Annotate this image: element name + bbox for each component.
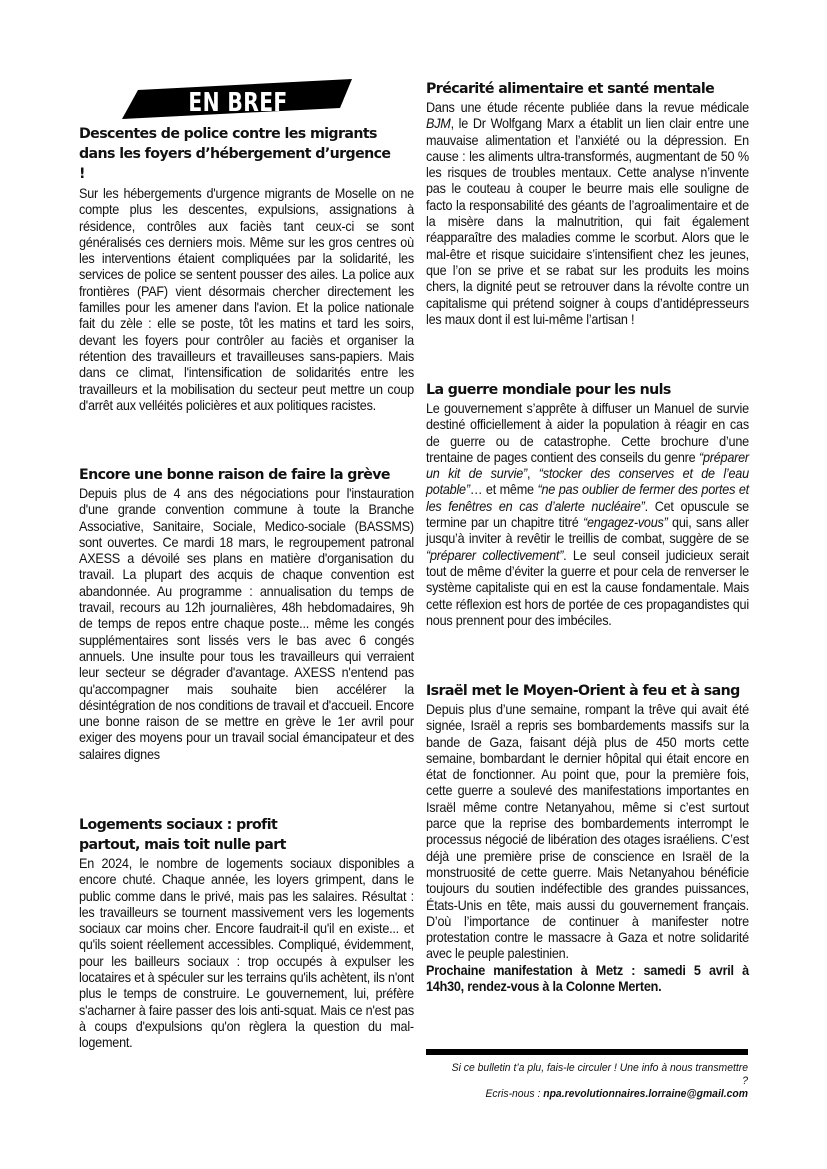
article-body: Sur les hébergements d'urgence migrants de Moselle on ne compte plus les descentes, expulsions, assignations à résidence, contrôles aux faciès tant ceux-ci se sont généralisés ces derniers mois. Même sur les gros centres où les interventions étaient compliquées par la solidarité, les services de police se sentent pousser des ailes. La police aux frontières (PAF) vient désormais chercher directement les familles pour les amener dans l'avion. Et la police nationale fait du zèle : elle se poste, tôt les matins et tard les soirs, devant les foyers pour contrôler au faciès et organiser la rétention des travailleurs et travailleuses sans-papiers. Mais dans ce climat, l'intensification de solidarités entre les travailleurs et la mobilisation du secteur peut mettre un coup d'arrêt aux velléités policières et aux politiques racistes.: [79, 186, 414, 413]
article-title: Israël met le Moyen-Orient à feu et à sang: [426, 683, 740, 699]
body-text: ,: [526, 466, 539, 482]
article-body: [426, 702, 749, 995]
emphasis-text: “engagez-vous”: [582, 515, 668, 531]
body-text: . Cet opuscule se termine par un chapitre titré: [426, 498, 749, 531]
article-body: Depuis plus de 4 ans des négociations pour l'instauration d'une grande convention commune à toute la Branche Associative, Sanitaire, Sociale, Medico-sociale (BASSMS) sont ouvertes. Ce mardi 18 mars, le regroupement patronal AXESS a dévoilé ses plans en matière d'organisation du travail. La plupart des acquis de chaque convention est abandonnée. Au programme : annualisation du temps de travail, recours au 12h journalières, 48h hebdomadaires, 9h de temps de repos entre chaque poste... même les congés supplémentaires sont lissés vers le bas avec 6 congés annuels. Une insulte pour tous les travailleurs qui verraient leur secteur se dégrader d'avantage. AXESS n'entend pas qu'accompagner mais souhaite bien accélérer la désintégration de nos conditions de travail et d'accueil. Encore une bonne raison de se mettre en grève le 1er avril pour exiger des moyens pour un travail social émancipateur et des salaires dignes: [79, 486, 414, 762]
emphasis-text: “stocker des conserves et de l’eau potable”: [426, 466, 749, 498]
body-text: … et même: [469, 482, 538, 498]
article-israel-gaza: [426, 681, 749, 995]
article-body: En 2024, le nombre de logements sociaux disponibles a encore chuté. Chaque année, les loyers grimpent, dans le public comme dans le privé, mais pas les salaires. Résultat : les travailleurs se tournent massivement vers les logements sociaux car moins cher. Encore faudrait-il qu'il en existe... et qu'ils soient réellement accessibles. Compliqué, évidemment, pour les bailleurs sociaux : trop occupés à expulser les locataires et à spéculer sur les terrains qu'ils achètent, ils n'ont plus le temps de construire. Le gouvernement, lui, préfère s'acharner à faire passer des lois anti-squat. Mais ce n'est pas à coups d'expulsions qu'on règlera la question du mal-logement.: [79, 856, 414, 1051]
body-text: Depuis plus d’une semaine, rompant la trêve qui avait été signée, Israël a repris ses bombardements massifs sur la bande de Gaza, faisant déjà plus de 450 morts cette semaine, bombardant le dernier hôpital qui était encore en état de fonctionner. Au point que, pour la première fois, cette guerre a soulevé des manifestations importantes en Israël même contre Netanyahou, même si c’est surtout parce que la reprise des bombardements interrompt le processus négocié de libération des otages israéliens. C’est déjà une première prise de conscience en Israël de la monstruosité de cette guerre. Mais Netanyahou bénéficie toujours du soutien indéfectible des grandes puissances, États-Unis en tête, mais aussi du gouvernement français. D’où l’importance de continuer à manifester notre protestation contre le massacre à Gaza et notre solidarité avec le peuple palestinien.: [426, 702, 749, 962]
article-title: Encore une bonne raison de faire la grève: [79, 467, 390, 483]
emphasis-text: “ne pas oublier de fermer des portes et les fenêtres en cas d’alerte nucléaire”: [426, 482, 749, 514]
footer-divider: [426, 1049, 748, 1055]
footer-note: [446, 1062, 748, 1101]
article-body: [426, 401, 749, 629]
contact-email-link[interactable]: npa.revolutionnaires.lorraine@gmail.com: [543, 1088, 748, 1100]
article-guerre-mondiale: [426, 380, 749, 629]
footer-line2: [446, 1088, 748, 1101]
body-text: Dans une étude récente publiée dans la revue médicale: [426, 100, 749, 115]
en-bref-label: EN BREF: [188, 87, 288, 118]
footer-line1: Si ce bulletin t’a plu, fais-le circuler ! Une info à nous transmettre ?: [451, 1062, 748, 1087]
footer-contact-label: Ecris-nous :: [485, 1088, 544, 1100]
article-title: Logements sociaux : profit partout, mais toit nulle part: [79, 817, 286, 853]
article-title: Précarité alimentaire et santé mentale: [426, 81, 715, 97]
article-title: La guerre mondiale pour les nuls: [426, 382, 671, 398]
emphasis-text: “préparer collectivement”: [426, 547, 564, 563]
body-text: qui, sans aller jusqu’à inviter à revêtir le treillis de combat, suggère de se: [426, 515, 749, 547]
body-text: , le Dr Wolfgang Marx a établit un lien clair entre une mauvaise alimentation et l’anxiété ou la dépression. En cause : les aliments ultra-transformés, augmentant de 50 % les risques de troubles mentaux. Cette analyse n’invente pas le couteau à couper le beurre mais elle souligne de facto la responsabilité des géants de l’agroalimentaire et de la misère dans la malnutrition, qui fait également réapparaître des maladies comme le scorbut. Alors que le mal-être et risque suicidaire s’intensifient chez les jeunes, que l’on se prive et se rabat sur les produits les moins chers, la dignité peut se retrouver dans la révolte contre un capitalisme qui prétend soigner à coups d’antidépresseurs les maux dont il est lui-même l’artisan !: [426, 116, 749, 327]
article-title: Descentes de police contre les migrants dans les foyers d’hébergement d’urgence !: [79, 126, 391, 182]
article-logements-sociaux: [79, 815, 414, 1052]
body-text: Le gouvernement s’apprête à diffuser un Manuel de survie destiné officiellement à aider la population à réagir en cas de guerre ou de catastrophe. Cette brochure d’une trentaine de pages contient des conseils du genre: [426, 401, 749, 465]
emphasis-text: “préparer un kit de survie”: [426, 449, 749, 482]
en-bref-banner: [121, 78, 354, 120]
announcement-text: Prochaine manifestation à Metz : samedi 5 avril à 14h30, rendez-vous à la Colonne Merten.: [426, 962, 749, 995]
article-precarite-alimentaire: [426, 79, 749, 328]
emphasis-text: BJM: [426, 116, 451, 132]
article-body: [426, 100, 749, 328]
article-greve: [79, 465, 414, 763]
article-police-migrants: [79, 124, 414, 414]
body-text: . Le seul conseil judicieux serait tout de même d’éviter la guerre et pour cela de renverser le système capitaliste qui en est la cause fondamentale. Mais cette réflexion est hors de portée de ces propagandistes qui nous prennent pour des imbéciles.: [426, 547, 749, 628]
